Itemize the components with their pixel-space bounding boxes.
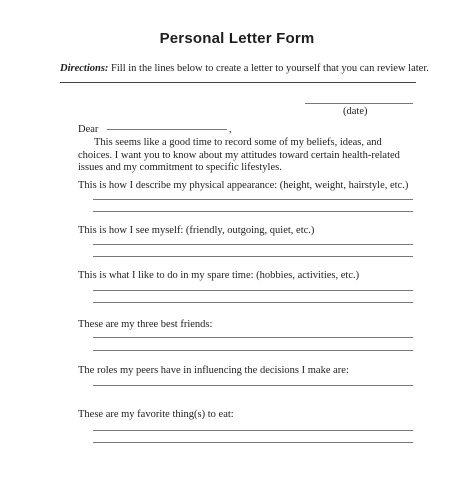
prompt-favorite-foods: These are my favorite thing(s) to eat: [78,409,234,420]
answer-line[interactable] [93,244,413,245]
answer-line[interactable] [93,337,413,338]
dear-label: Dear [78,124,99,135]
answer-line[interactable] [93,256,413,257]
prompt-self-view: This is how I see myself: (friendly, outgoing, quiet, etc.) [78,225,315,236]
answer-line[interactable] [93,290,413,291]
answer-line[interactable] [93,385,413,386]
answer-line[interactable] [93,211,413,212]
prompt-physical-appearance: This is how I describe my physical appearance: (height, weight, hairstyle, etc.) [78,180,409,191]
prompt-best-friends: These are my three best friends: [78,319,213,330]
answer-line[interactable] [93,199,413,200]
intro-paragraph-text: This seems like a good time to record some of my beliefs, ideas, and choices. I want you to know about my attitudes toward certain health-related issues and my commitment to specific lifestyles. [78,137,400,173]
page-title: Personal Letter Form [159,30,315,47]
answer-line[interactable] [93,442,413,443]
directions-underline [60,82,416,83]
dear-name-line[interactable] [107,129,227,130]
answer-line[interactable] [93,350,413,351]
date-field-line[interactable] [305,103,413,104]
answer-line[interactable] [93,430,413,431]
date-label: (date) [343,106,368,117]
intro-paragraph [78,137,418,175]
directions-line [60,63,430,74]
answer-line[interactable] [93,302,413,303]
dear-comma: , [229,124,232,135]
directions-label: Directions: [60,63,109,74]
prompt-peer-influence: The roles my peers have in influencing the decisions I make are: [78,365,349,376]
directions-text: Fill in the lines below to create a letter to yourself that you can review later. [108,63,429,74]
prompt-spare-time: This is what I like to do in my spare time: (hobbies, activities, etc.) [78,270,360,281]
